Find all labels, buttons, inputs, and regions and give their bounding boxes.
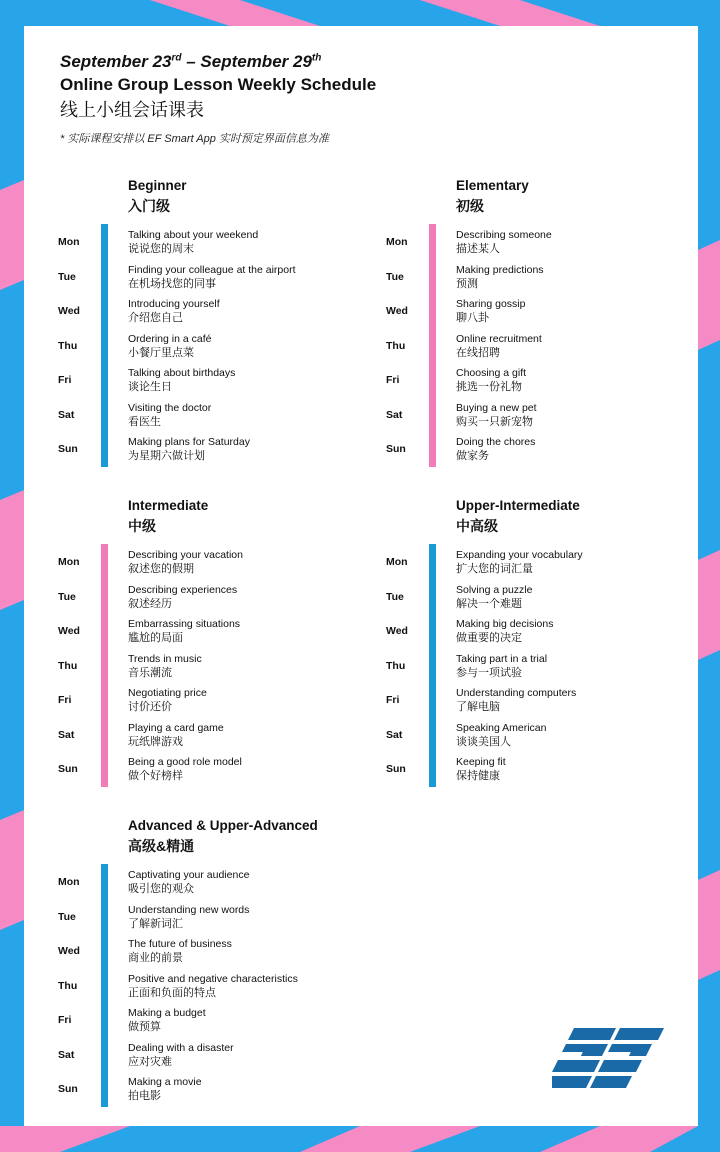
lesson-title-en: Finding your colleague at the airport	[128, 263, 296, 276]
lesson-item	[128, 332, 378, 360]
lesson-title-cn: 拍电影	[128, 1090, 161, 1102]
lesson-item	[456, 332, 706, 360]
lesson-item	[128, 652, 378, 680]
lesson-title-cn: 做预算	[128, 1021, 161, 1033]
lesson-item	[128, 903, 378, 931]
lesson-title-cn: 了解新词汇	[128, 917, 183, 930]
day-label: Sun	[58, 763, 78, 775]
lesson-title-cn: 吸引您的观众	[128, 883, 194, 895]
lesson-title-cn: 做个好榜样	[128, 770, 183, 782]
lesson-title-cn: 做家务	[456, 450, 489, 462]
level-title	[128, 816, 318, 856]
level-title	[456, 176, 529, 216]
level-title	[128, 496, 208, 536]
lesson-title-en: Being a good role model	[128, 756, 242, 768]
lesson-item	[128, 366, 378, 394]
level-name-cn: 初级	[456, 198, 484, 214]
level-name-cn: 高级&精通	[128, 838, 195, 854]
level-name-cn: 中级	[128, 518, 156, 534]
lesson-title-en: Positive and negative characteristics	[128, 972, 298, 985]
lesson-title-en: Talking about your weekend	[128, 229, 259, 241]
lesson-title-en: Embarrassing situations	[128, 618, 241, 630]
day-label: Sat	[58, 408, 75, 421]
day-label: Tue	[58, 270, 76, 283]
lesson-item	[456, 652, 706, 680]
day-label: Thu	[58, 979, 78, 992]
lesson-title-en: Trends in music	[128, 652, 202, 665]
lesson-item	[128, 937, 378, 965]
lesson-item	[128, 686, 378, 714]
lesson-item	[128, 548, 378, 576]
lesson-title-en: Buying a new pet	[456, 401, 537, 414]
lesson-title-en: Expanding your vocabulary	[456, 549, 583, 561]
lesson-title-cn: 在线招聘	[456, 346, 500, 359]
day-label: Tue	[58, 910, 76, 923]
level-title	[128, 176, 187, 216]
lesson-title-cn: 扩大您的词汇量	[456, 563, 533, 575]
day-label: Mon	[58, 236, 80, 248]
level-color-bar	[429, 224, 436, 467]
day-label: Thu	[58, 339, 78, 352]
day-label: Thu	[386, 659, 406, 672]
lesson-title-en: Introducing yourself	[128, 298, 220, 310]
lesson-title-en: Negotiating price	[128, 687, 207, 699]
lesson-title-en: Talking about birthdays	[128, 367, 236, 379]
lesson-item	[456, 583, 706, 611]
lesson-item	[456, 401, 706, 429]
lesson-title-en: Speaking American	[456, 721, 547, 734]
lesson-item	[128, 617, 378, 645]
day-label: Wed	[386, 625, 408, 637]
lesson-item	[456, 435, 706, 463]
lesson-title-en: Visiting the doctor	[128, 401, 212, 414]
lesson-item	[456, 228, 706, 256]
lesson-title-cn: 解决一个难题	[456, 597, 522, 610]
lesson-title-cn: 聊八卦	[456, 312, 489, 324]
page-title: Online Group Lesson Weekly Schedule	[60, 75, 377, 94]
lesson-item	[456, 548, 706, 576]
day-label: Sat	[58, 1048, 75, 1061]
level-block	[58, 496, 378, 796]
lesson-title-en: Solving a puzzle	[456, 583, 533, 596]
date-range: September 23rd – September 29th	[60, 52, 322, 71]
lesson-title-en: Sharing gossip	[456, 298, 526, 310]
lesson-item	[128, 583, 378, 611]
lesson-title-en: Describing someone	[456, 229, 552, 241]
lesson-item	[128, 263, 378, 291]
day-label: Fri	[386, 374, 400, 386]
lesson-item	[128, 972, 378, 1000]
level-name-en: Elementary	[456, 178, 529, 193]
lesson-title-en: Making predictions	[456, 263, 544, 276]
day-label: Mon	[58, 556, 80, 568]
lesson-item	[128, 721, 378, 749]
lesson-title-en: Playing a card game	[128, 721, 224, 734]
day-label: Thu	[386, 339, 406, 352]
lesson-item	[456, 686, 706, 714]
lesson-title-cn: 说说您的周末	[128, 243, 194, 255]
lesson-title-en: Dealing with a disaster	[128, 1041, 234, 1054]
lesson-title-en: Doing the chores	[456, 436, 536, 448]
lesson-title-cn: 商业的前景	[128, 952, 183, 964]
lesson-item	[128, 401, 378, 429]
level-name-cn: 入门级	[128, 198, 170, 214]
lesson-title-cn: 叙述您的假期	[128, 563, 194, 575]
lesson-title-en: Understanding new words	[128, 903, 250, 916]
lesson-title-cn: 保持健康	[456, 770, 500, 782]
lesson-item	[128, 1041, 378, 1069]
lesson-title-cn: 音乐潮流	[128, 666, 172, 679]
day-label: Fri	[58, 694, 72, 706]
day-label: Sun	[58, 1083, 78, 1095]
day-label: Wed	[386, 305, 408, 317]
lesson-title-en: Online recruitment	[456, 332, 542, 345]
lesson-item	[128, 435, 378, 463]
level-name-en: Beginner	[128, 178, 187, 193]
lesson-title-en: Making a budget	[128, 1007, 206, 1019]
lesson-title-cn: 介绍您自己	[128, 312, 183, 324]
day-label: Mon	[386, 236, 408, 248]
lesson-item	[128, 228, 378, 256]
lesson-title-cn: 应对灾难	[128, 1055, 172, 1068]
day-label: Tue	[386, 590, 404, 603]
lesson-title-cn: 为星期六做计划	[128, 450, 205, 462]
day-label: Wed	[58, 625, 80, 637]
lesson-title-cn: 看医生	[128, 415, 161, 428]
level-title	[456, 496, 580, 536]
lesson-title-en: Describing your vacation	[128, 549, 243, 561]
lesson-item	[128, 868, 378, 896]
day-label: Sat	[58, 728, 75, 741]
lesson-item	[456, 617, 706, 645]
lesson-item	[456, 366, 706, 394]
day-label: Sun	[386, 763, 406, 775]
level-color-bar	[429, 544, 436, 787]
lesson-title-cn: 购买一只新宠物	[456, 415, 533, 428]
lesson-title-cn: 尴尬的局面	[128, 632, 183, 644]
lesson-title-cn: 参与一项试验	[456, 666, 522, 679]
lesson-title-en: Captivating your audience	[128, 869, 250, 881]
day-label: Fri	[386, 694, 400, 706]
day-label: Tue	[58, 590, 76, 603]
lesson-title-cn: 谈论生日	[128, 381, 172, 393]
day-label: Mon	[58, 876, 80, 888]
lesson-title-cn: 挑选一份礼物	[456, 381, 522, 393]
day-label: Sat	[386, 728, 403, 741]
lesson-item	[456, 263, 706, 291]
lesson-title-cn: 讨价还价	[128, 701, 172, 713]
lesson-title-en: Making big decisions	[456, 618, 554, 630]
lesson-title-en: Understanding computers	[456, 687, 577, 699]
lesson-title-en: Making plans for Saturday	[128, 436, 250, 448]
lesson-title-cn: 玩纸牌游戏	[128, 735, 183, 748]
level-block	[386, 176, 706, 476]
day-label: Tue	[386, 270, 404, 283]
day-label: Fri	[58, 1014, 72, 1026]
lesson-title-cn: 了解电脑	[456, 701, 500, 713]
day-label: Sat	[386, 408, 403, 421]
day-label: Thu	[58, 659, 78, 672]
level-name-en: Intermediate	[128, 498, 209, 513]
lesson-title-cn: 小餐厅里点菜	[128, 346, 194, 359]
level-color-bar	[101, 224, 108, 467]
level-color-bar	[101, 864, 108, 1107]
lesson-title-en: Describing experiences	[128, 583, 238, 596]
lesson-title-en: Ordering in a café	[128, 332, 212, 345]
lesson-title-en: Choosing a gift	[456, 367, 527, 379]
day-label: Wed	[58, 945, 80, 957]
lesson-item	[128, 297, 378, 325]
lesson-title-cn: 描述某人	[456, 243, 500, 255]
level-name-en: Advanced & Upper-Advanced	[128, 818, 318, 833]
lesson-title-en: Taking part in a trial	[456, 652, 548, 665]
level-block	[58, 816, 378, 1116]
lesson-item	[128, 1075, 378, 1103]
day-label: Mon	[386, 556, 408, 568]
lesson-title-cn: 正面和负面的特点	[128, 986, 216, 999]
lesson-item	[456, 297, 706, 325]
lesson-title-cn: 做重要的决定	[456, 632, 522, 644]
level-color-bar	[101, 544, 108, 787]
lesson-title-cn: 谈谈美国人	[456, 735, 511, 748]
day-label: Sun	[58, 443, 78, 455]
lesson-item	[128, 1006, 378, 1034]
lesson-title-en: Keeping fit	[456, 756, 506, 768]
level-block	[58, 176, 378, 476]
day-label: Fri	[58, 374, 72, 386]
booking-note: * 实际课程安排以 EF Smart App 实时预定界面信息为准	[60, 133, 329, 145]
level-name-en: Upper-Intermediate	[456, 498, 580, 513]
level-block	[386, 496, 706, 796]
lesson-item	[128, 755, 378, 783]
day-label: Sun	[386, 443, 406, 455]
ef-logo	[552, 1028, 664, 1094]
page-title-cn: 线上小组会话课表	[60, 100, 204, 120]
lesson-title-en: Making a movie	[128, 1076, 202, 1088]
lesson-item	[456, 721, 706, 749]
lesson-title-cn: 在机场找您的同事	[128, 277, 216, 290]
level-name-cn: 中高级	[456, 518, 498, 534]
lesson-title-cn: 预测	[456, 277, 478, 290]
lesson-title-en: The future of business	[128, 938, 232, 950]
lesson-item	[456, 755, 706, 783]
day-label: Wed	[58, 305, 80, 317]
lesson-title-cn: 叙述经历	[128, 597, 172, 610]
